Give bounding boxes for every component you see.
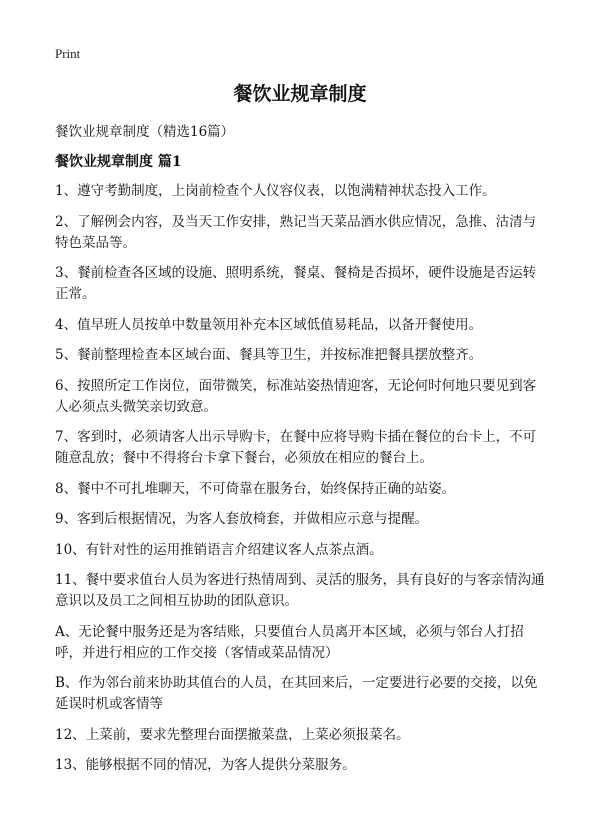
document-title: 餐饮业规章制度 [233, 83, 367, 105]
paragraph: B、作为邻台前来协助其值台的人员，在其回来后，一定要进行必要的交接，以免延误时机或客情等 [55, 675, 538, 712]
paragraph: 7、客到时，必须请客人出示导购卡，在餐中应将导购卡插在餐位的台卡上，不可随意乱放；餐中不得将台卡拿下餐台，必须放在相应的餐台上。 [55, 429, 537, 466]
paragraph: 6、按照所定工作岗位，面带微笑，标准站姿热情迎客，无论何时何地只要见到客人必须点头微笑亲切致意。 [55, 377, 537, 415]
paragraph: 9、客到后根据情况，为客人套放椅套，并做相应示意与提醒。 [55, 511, 429, 527]
paragraph: 11、餐中要求值台人员为客进行热情周到、灵活的服务，具有良好的与客亲情沟通意识以及员工之间相互协助的团队意识。 [55, 572, 545, 609]
document-subtitle: 餐饮业规章制度（精选16篇） [55, 124, 235, 140]
paragraph: 1、遵守考勤制度，上岗前检查个人仪容仪表，以饱满精神状态投入工作。 [55, 183, 496, 199]
paragraph: 13、能够根据不同的情况，为客人提供分菜服务。 [55, 757, 356, 773]
paragraph: 8、餐中不可扎堆聊天，不可倚靠在服务台，始终保持正确的站姿。 [55, 480, 456, 497]
paragraph: 5、餐前整理检查本区域台面、餐具等卫生，并按标准把餐具摆放整齐。 [55, 347, 483, 363]
print-label: Print [55, 46, 81, 61]
paragraph: A、无论餐中服务还是为客结账，只要值台人员离开本区域，必须与邻台人打招呼，并进行相应的工作交接（客情或菜品情况） [55, 623, 524, 661]
paragraph: 3、餐前检查各区域的设施、照明系统，餐桌、餐椅是否损坏，硬件设施是否运转正常。 [55, 265, 537, 302]
paragraph: 2、了解例会内容，及当天工作安排，熟记当天菜品酒水供应情况，急推、沽清与特色菜品等。 [55, 213, 537, 251]
paragraph: 12、上菜前，要求先整理台面摆撤菜盘，上菜必须报菜名。 [55, 726, 410, 743]
section-heading: 餐饮业规章制度 篇1 [55, 154, 182, 170]
paragraph: 10、有针对性的运用推销语言介绍建议客人点茶点酒。 [55, 541, 383, 558]
paragraph-list [55, 181, 548, 786]
paragraph: 4、值早班人员按单中数量领用补充本区域低值易耗品，以备开餐使用。 [55, 316, 483, 333]
